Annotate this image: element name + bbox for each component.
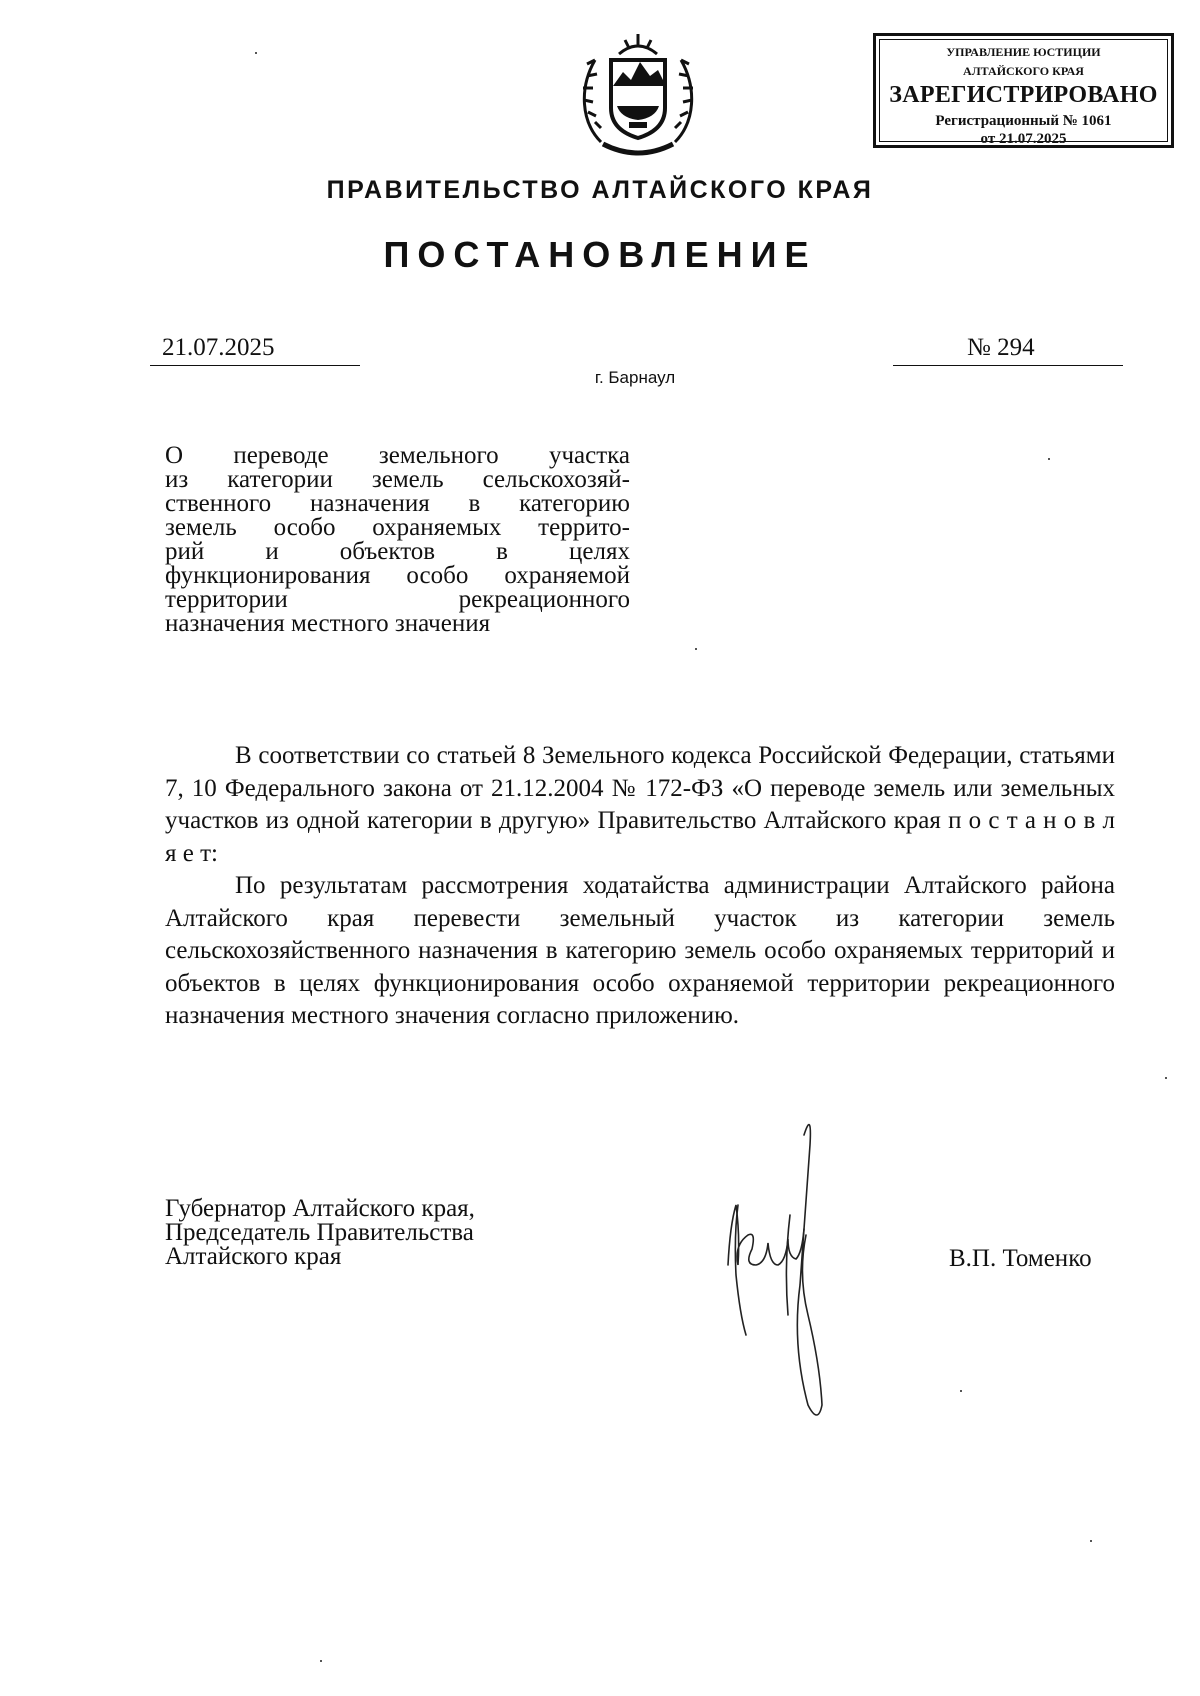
document-date: 21.07.2025 [162,334,275,361]
subject-line: О переводе земельного участка [165,442,630,469]
coat-of-arms-emblem [573,30,703,158]
stamp-reg-number: Регистрационный № 1061 [935,113,1112,129]
government-title: ПРАВИТЕЛЬСТВО АЛТАЙСКОГО КРАЯ [326,176,874,204]
scan-speck [1165,1077,1167,1079]
scan-speck [960,1390,962,1392]
document-number: № 294 [967,334,1035,361]
registration-stamp [873,33,1174,148]
scan-speck [695,648,697,650]
subject-line: ственного назначения в категорию [165,490,630,517]
stamp-status: ЗАРЕГИСТРИРОВАНО [889,82,1158,108]
subject-line: рий и объектов в целях [165,538,630,565]
scan-speck [255,52,257,54]
body-paragraph-preamble: В соответствии со статьей 8 Земельного кодекса Российской Федерации, статьями 7, 10 Федерального закона от 21.12.2004 № 172-ФЗ «О переводе земель или земельных участков из одной категории в другую» Правительство Алтайского края п о с т а н о в л я е т: [165,742,1115,867]
scan-speck [1048,458,1050,460]
stamp-authority-line2: АЛТАЙСКОГО КРАЯ [963,64,1084,78]
signatory-position [165,1197,475,1269]
document-type-title: ПОСТАНОВЛЕНИЕ [383,234,817,275]
scan-speck [1090,1540,1092,1542]
scan-speck [320,1660,322,1662]
subject-line: территории рекреационного [165,586,630,613]
subject-line: земель особо охраняемых террито- [165,514,630,541]
handwritten-signature [720,1095,870,1435]
number-underline [893,365,1123,366]
document-subject [165,444,630,636]
subject-line: функционирования особо охраняемой [165,562,630,589]
stamp-authority-line1: УПРАВЛЕНИЕ ЮСТИЦИИ [946,45,1101,59]
signatory-position-line: Председатель Правительства [165,1219,474,1246]
signatory-position-line: Алтайского края [165,1243,342,1270]
issue-city: г. Барнаул [594,368,676,387]
document-body [165,740,1115,1033]
date-underline [150,365,360,366]
subject-line: назначения местного значения [165,610,491,637]
signatory-name: В.П. Томенко [949,1245,1092,1272]
signatory-position-line: Губернатор Алтайского края, [165,1195,475,1222]
body-paragraph-resolution: По результатам рассмотрения ходатайства администрации Алтайского района Алтайского края перевести земельный участок из категории земель сельскохозяйственного назначения в категорию земель особо охраняемых территорий и объектов в целях функционирования особо охраняемой территории рекреационного назначения местного значения согласно приложению. [165,872,1115,1029]
stamp-inner-frame [879,39,1168,147]
stamp-reg-date: от 21.07.2025 [980,131,1067,147]
subject-line: из категории земель сельскохозяй- [165,466,630,493]
